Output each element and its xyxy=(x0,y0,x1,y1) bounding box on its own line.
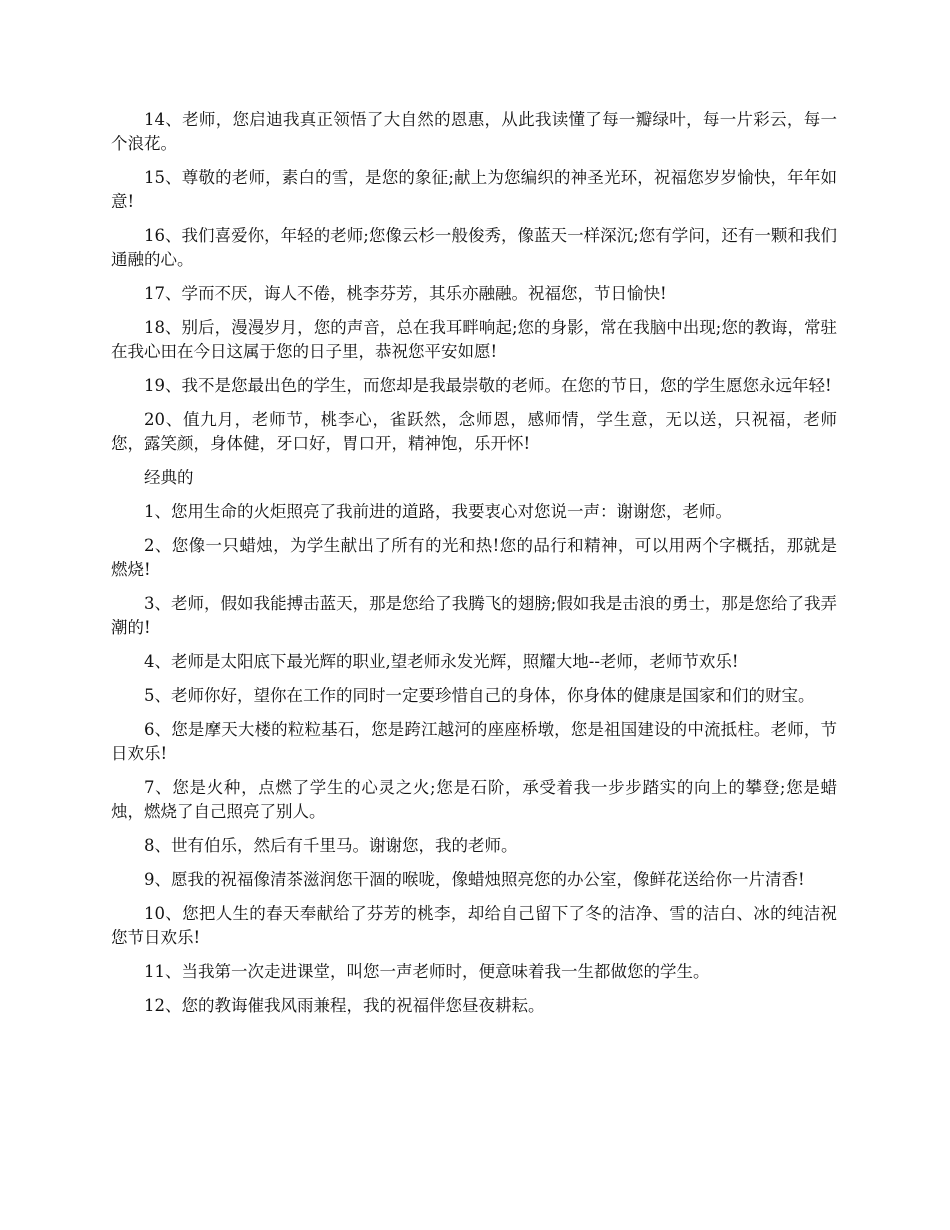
paragraph-classic-5: 5、老师你好，望你在工作的同时一定要珍惜自己的身体，你身体的健康是国家和们的财宝。 xyxy=(144,686,815,705)
paragraph-classic-12: 12、您的教诲催我风雨兼程，我的祝福伴您昼夜耕耘。 xyxy=(144,996,545,1015)
paragraph-classic-1: 1、您用生命的火炬照亮了我前进的道路，我要衷心对您说一声：谢谢您，老师。 xyxy=(144,502,732,521)
paragraph-16: 16、我们喜爱你，年轻的老师;您像云杉一般俊秀，像蓝天一样深沉;您有学问，还有一颗和我们通融的心。 xyxy=(111,226,837,269)
paragraph-classic-8: 8、世有伯乐，然后有千里马。谢谢您，我的老师。 xyxy=(144,836,518,855)
paragraph-classic-10: 10、您把人生的春天奉献给了芬芳的桃李，却给自己留下了冬的洁净、雪的洁白、冰的纯洁祝您节日欢乐! xyxy=(111,904,837,947)
paragraph-classic-11: 11、当我第一次走进课堂，叫您一声老师时，便意味着我一生都做您的学生。 xyxy=(144,962,710,981)
document-body xyxy=(111,108,837,1028)
paragraph-classic-9: 9、愿我的祝福像清茶滋润您干涸的喉咙，像蜡烛照亮您的办公室，像鲜花送给你一片清香! xyxy=(144,870,805,889)
paragraph-15: 15、尊敬的老师，素白的雪，是您的象征;献上为您编织的神圣光环，祝福您岁岁愉快，年年如意! xyxy=(111,168,837,211)
paragraph-classic-7: 7、您是火种，点燃了学生的心灵之火;您是石阶，承受着我一步步踏实的向上的攀登;您是蜡烛，燃烧了自己照亮了别人。 xyxy=(111,778,837,821)
section-heading: 经典的 xyxy=(144,468,194,487)
paragraph-classic-3: 3、老师，假如我能搏击蓝天，那是您给了我腾飞的翅膀;假如我是击浪的勇士，那是您给了我弄潮的! xyxy=(111,594,837,637)
paragraph-classic-2: 2、您像一只蜡烛，为学生献出了所有的光和热!您的品行和精神，可以用两个字概括，那就是燃烧! xyxy=(111,536,837,579)
paragraph-14: 14、老师，您启迪我真正领悟了大自然的恩惠，从此我读懂了每一瓣绿叶，每一片彩云，每一个浪花。 xyxy=(111,110,837,153)
paragraph-20: 20、值九月，老师节，桃李心，雀跃然，念师恩，感师情，学生意，无以送，只祝福，老师您，露笑颜，身体健，牙口好，胃口开，精神饱，乐开怀! xyxy=(111,410,837,453)
paragraph-classic-6: 6、您是摩天大楼的粒粒基石，您是跨江越河的座座桥墩，您是祖国建设的中流抵柱。老师，节日欢乐! xyxy=(111,720,837,763)
paragraph-19: 19、我不是您最出色的学生，而您却是我最崇敬的老师。在您的节日，您的学生愿您永远年轻! xyxy=(144,376,832,395)
paragraph-17: 17、学而不厌，诲人不倦，桃李芬芳，其乐亦融融。祝福您，节日愉快! xyxy=(144,284,667,303)
paragraph-18: 18、别后，漫漫岁月，您的声音，总在我耳畔响起;您的身影，常在我脑中出现;您的教诲，常驻在我心田在今日这属于您的日子里，恭祝您平安如愿! xyxy=(111,318,837,361)
paragraph-classic-4: 4、老师是太阳底下最光辉的职业,望老师永发光辉，照耀大地--老师，老师节欢乐! xyxy=(144,652,739,671)
